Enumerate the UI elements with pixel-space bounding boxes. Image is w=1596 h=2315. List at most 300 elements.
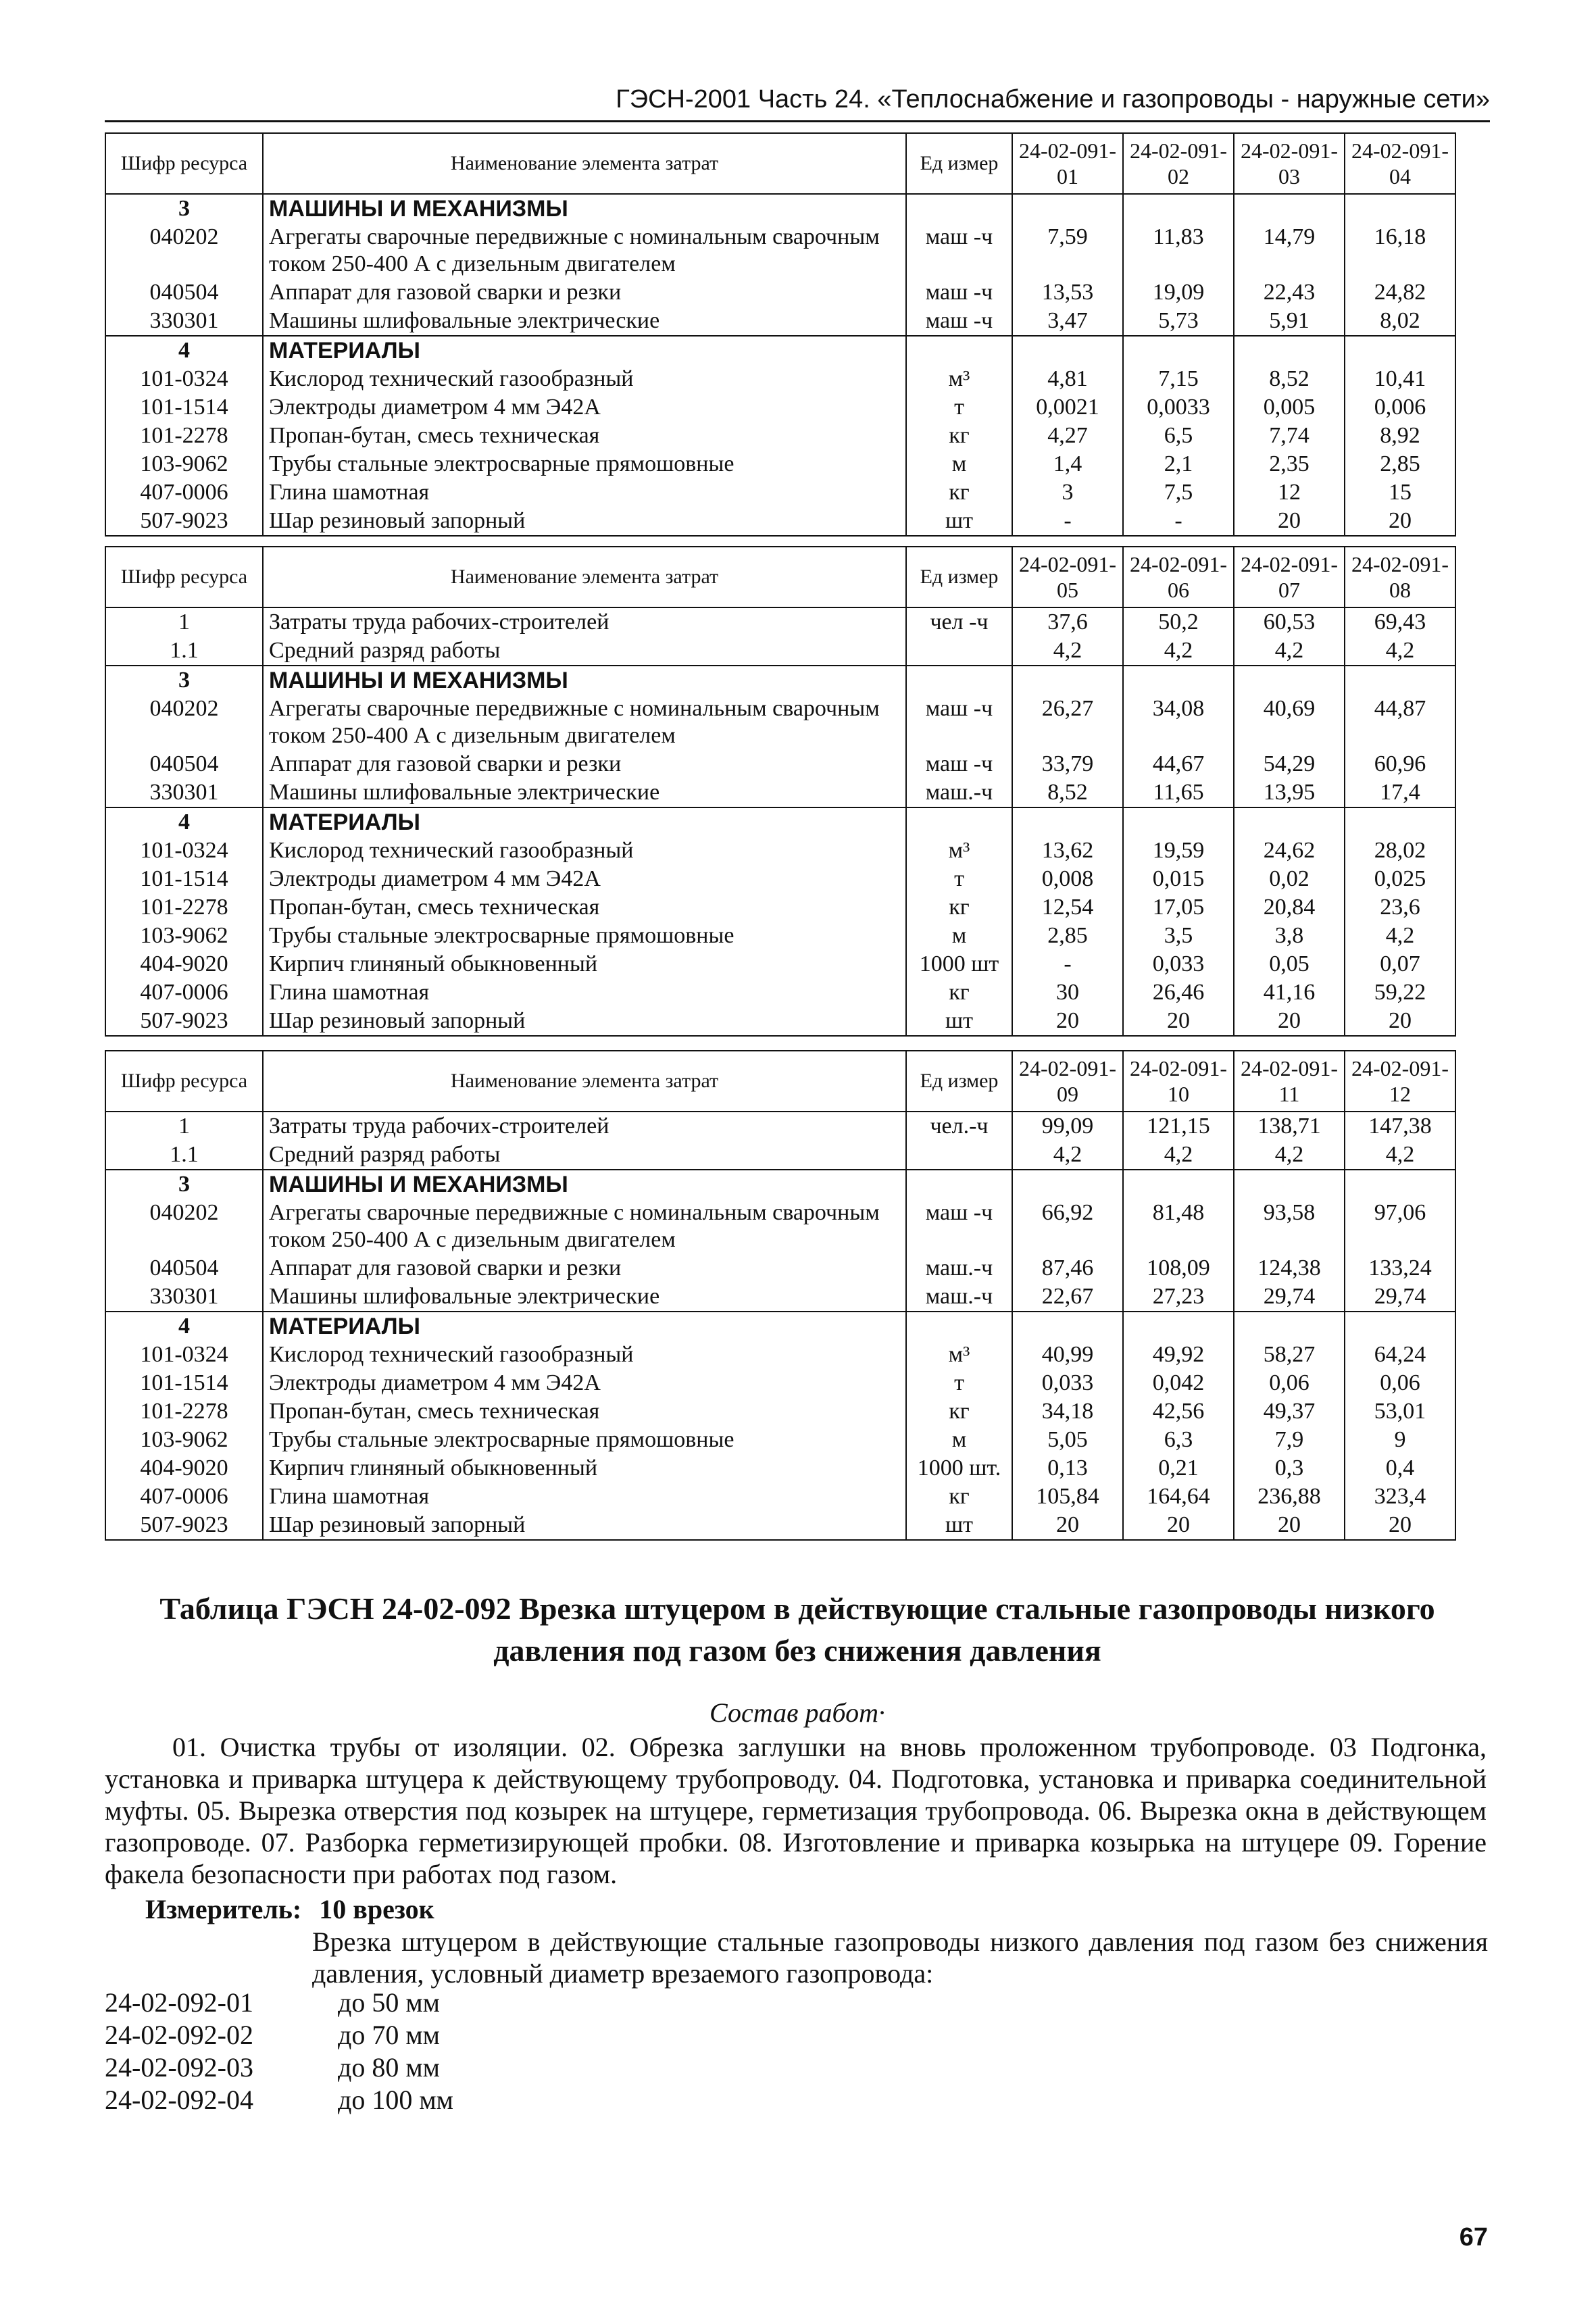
norm-value: 6,3	[1123, 1426, 1234, 1454]
norm-value: 17,4	[1345, 778, 1455, 807]
norm-value	[1123, 194, 1234, 223]
resource-unit	[906, 807, 1012, 837]
resource-unit: маш -ч	[906, 750, 1012, 778]
table-row	[105, 1454, 1455, 1483]
norm-value: 8,02	[1345, 307, 1455, 336]
resource-unit: маш -ч	[906, 223, 1012, 278]
table-row	[105, 837, 1455, 865]
resource-name: Глина шамотная	[263, 1483, 906, 1511]
resource-name: Аппарат для газовой сварки и резки	[263, 1254, 906, 1283]
norm-value: 20	[1012, 1007, 1123, 1036]
resource-code: 3	[105, 1170, 263, 1199]
norm-value: 12	[1234, 478, 1345, 507]
norm-value: 60,53	[1234, 607, 1345, 637]
resource-name: Средний разряд работы	[263, 637, 906, 666]
norm-value: 20	[1234, 507, 1345, 536]
norm-value	[1012, 666, 1123, 695]
section-title: Таблица ГЭСН 24-02-092 Врезка штуцером в действующие стальные газопроводы низкого давления под газом без снижения давления	[159, 1591, 1435, 1668]
norm-value: -	[1012, 950, 1123, 978]
norm-value: 0,042	[1123, 1369, 1234, 1397]
norm-value: 0,033	[1012, 1369, 1123, 1397]
norm-value: 26,46	[1123, 978, 1234, 1007]
norm-value: 54,29	[1234, 750, 1345, 778]
variant-code: 24-02-092-02	[105, 2020, 253, 2050]
section-row	[105, 807, 1455, 837]
resource-unit	[906, 194, 1012, 223]
column-header-norm: 24-02-091-01	[1012, 133, 1123, 194]
resource-code: 103-9062	[105, 1426, 263, 1454]
norm-value: 3,47	[1012, 307, 1123, 336]
composition-label: Состав работ·	[709, 1697, 885, 1728]
resource-code: 1.1	[105, 637, 263, 666]
norm-value: 7,9	[1234, 1426, 1345, 1454]
norm-value: 4,2	[1234, 1141, 1345, 1170]
norm-value: 53,01	[1345, 1397, 1455, 1426]
column-header-code: Шифр ресурса	[105, 1051, 263, 1112]
resource-unit	[906, 336, 1012, 365]
norm-value: 17,05	[1123, 893, 1234, 922]
norm-value: 11,83	[1123, 223, 1234, 278]
norm-value: 69,43	[1345, 607, 1455, 637]
resource-name: Пропан-бутан, смесь техническая	[263, 422, 906, 450]
resource-unit: т	[906, 865, 1012, 893]
resource-name: Машины шлифовальные электрические	[263, 307, 906, 336]
resource-unit: шт	[906, 1007, 1012, 1036]
norm-value: 323,4	[1345, 1483, 1455, 1511]
norm-value: 33,79	[1012, 750, 1123, 778]
norm-value: 4,2	[1123, 637, 1234, 666]
resource-code: 101-0324	[105, 1341, 263, 1369]
resource-unit: маш.-ч	[906, 1254, 1012, 1283]
resource-unit: кг	[906, 1483, 1012, 1511]
norm-value: 15	[1345, 478, 1455, 507]
table-row	[105, 1141, 1455, 1170]
table-row	[105, 365, 1455, 393]
resource-name: Кислород технический газообразный	[263, 1341, 906, 1369]
norm-value	[1234, 666, 1345, 695]
resource-name: Кислород технический газообразный	[263, 365, 906, 393]
resource-name: Агрегаты сварочные передвижные с номинальным сварочным током 250-400 А с дизельным двигателем	[263, 223, 906, 278]
norm-value: 13,53	[1012, 278, 1123, 307]
resource-unit	[906, 637, 1012, 666]
norm-value: 10,41	[1345, 365, 1455, 393]
norm-value	[1012, 807, 1123, 837]
norm-value	[1234, 336, 1345, 365]
norm-value: 2,85	[1345, 450, 1455, 478]
resource-unit: т	[906, 393, 1012, 422]
norm-value: 0,3	[1234, 1454, 1345, 1483]
resource-code: 3	[105, 666, 263, 695]
resource-name: Машины шлифовальные электрические	[263, 1283, 906, 1312]
table-row	[105, 393, 1455, 422]
norm-value: 0,21	[1123, 1454, 1234, 1483]
resource-table-1	[105, 132, 1456, 537]
norm-value: 236,88	[1234, 1483, 1345, 1511]
norm-value	[1345, 194, 1455, 223]
resource-name: Трубы стальные электросварные прямошовные	[263, 922, 906, 950]
norm-value: 14,79	[1234, 223, 1345, 278]
norm-value	[1234, 194, 1345, 223]
norm-value	[1345, 1170, 1455, 1199]
norm-value: 133,24	[1345, 1254, 1455, 1283]
norm-value: 44,87	[1345, 695, 1455, 750]
table-row	[105, 422, 1455, 450]
column-header-norm: 24-02-091-03	[1234, 133, 1345, 194]
resource-name: Шар резиновый запорный	[263, 1007, 906, 1036]
resource-unit: маш -ч	[906, 278, 1012, 307]
norm-value: 97,06	[1345, 1199, 1455, 1254]
table-row	[105, 778, 1455, 807]
column-header-norm: 24-02-091-08	[1345, 547, 1455, 607]
resource-unit: м³	[906, 1341, 1012, 1369]
resource-unit: кг	[906, 478, 1012, 507]
norm-value: 16,18	[1345, 223, 1455, 278]
resource-name: Машины шлифовальные электрические	[263, 778, 906, 807]
norm-value: 4,2	[1234, 637, 1345, 666]
resource-code: 103-9062	[105, 922, 263, 950]
header-row	[105, 547, 1455, 607]
table-row	[105, 1426, 1455, 1454]
resource-unit: шт	[906, 507, 1012, 536]
norm-value: 0,13	[1012, 1454, 1123, 1483]
resource-code: 330301	[105, 778, 263, 807]
norm-value: 58,27	[1234, 1341, 1345, 1369]
norm-value: 124,38	[1234, 1254, 1345, 1283]
variants-list	[105, 1987, 453, 2116]
table-body	[105, 607, 1455, 1036]
table-body	[105, 194, 1455, 536]
norm-value: 20	[1345, 1511, 1455, 1540]
norm-value: 59,22	[1345, 978, 1455, 1007]
column-header-name: Наименование элемента затрат	[263, 1051, 906, 1112]
norm-value: 5,91	[1234, 307, 1345, 336]
norm-value	[1012, 194, 1123, 223]
resource-name: Агрегаты сварочные передвижные с номинальным сварочным током 250-400 А с дизельным двигателем	[263, 1199, 906, 1254]
norm-value: 8,92	[1345, 422, 1455, 450]
table-row	[105, 637, 1455, 666]
resource-unit: маш -ч	[906, 1199, 1012, 1254]
norm-value	[1345, 807, 1455, 837]
resource-unit: м	[906, 922, 1012, 950]
norm-value: 49,37	[1234, 1397, 1345, 1426]
resource-unit: кг	[906, 1397, 1012, 1426]
norm-value	[1123, 666, 1234, 695]
norm-value: 12,54	[1012, 893, 1123, 922]
column-header-norm: 24-02-091-11	[1234, 1051, 1345, 1112]
norm-value: 5,05	[1012, 1426, 1123, 1454]
norm-value: 0,033	[1123, 950, 1234, 978]
table-header	[105, 133, 1455, 194]
table-row	[105, 507, 1455, 536]
resource-unit	[906, 1170, 1012, 1199]
resource-code: 3	[105, 194, 263, 223]
variant-text: до 100 мм	[338, 2085, 453, 2115]
norm-value	[1234, 807, 1345, 837]
column-header-code: Шифр ресурса	[105, 547, 263, 607]
norm-value: 87,46	[1012, 1254, 1123, 1283]
resource-name: Электроды диаметром 4 мм Э42А	[263, 393, 906, 422]
resource-unit: кг	[906, 893, 1012, 922]
column-header-name: Наименование элемента затрат	[263, 133, 906, 194]
table-row	[105, 1511, 1455, 1540]
resource-code: 101-2278	[105, 1397, 263, 1426]
resource-code: 407-0006	[105, 1483, 263, 1511]
norm-value: 20	[1345, 507, 1455, 536]
norm-value: 34,18	[1012, 1397, 1123, 1426]
norm-value: 20	[1012, 1511, 1123, 1540]
resource-unit: м	[906, 450, 1012, 478]
table-row	[105, 223, 1455, 278]
resource-table-2	[105, 546, 1456, 1037]
norm-value: -	[1123, 507, 1234, 536]
resource-name: Шар резиновый запорный	[263, 1511, 906, 1540]
table-row	[105, 1341, 1455, 1369]
norm-value	[1345, 1312, 1455, 1341]
table-row	[105, 478, 1455, 507]
norm-value: 22,43	[1234, 278, 1345, 307]
resource-code: 507-9023	[105, 1511, 263, 1540]
norm-value: 50,2	[1123, 607, 1234, 637]
column-header-name: Наименование элемента затрат	[263, 547, 906, 607]
norm-value: 0,008	[1012, 865, 1123, 893]
variant-row	[105, 2084, 453, 2116]
resource-name: Агрегаты сварочные передвижные с номинальным сварочным током 250-400 А с дизельным двигателем	[263, 695, 906, 750]
resource-name: Кислород технический газообразный	[263, 837, 906, 865]
resource-code: 4	[105, 1312, 263, 1341]
resource-code: 101-1514	[105, 1369, 263, 1397]
norm-value: 2,35	[1234, 450, 1345, 478]
norm-value: 19,59	[1123, 837, 1234, 865]
column-header-unit: Ед измер	[906, 133, 1012, 194]
norm-value: 4,2	[1345, 637, 1455, 666]
resource-name: Аппарат для газовой сварки и резки	[263, 750, 906, 778]
norm-value: 8,52	[1234, 365, 1345, 393]
norm-value: 3	[1012, 478, 1123, 507]
resource-name: МАШИНЫ И МЕХАНИЗМЫ	[263, 194, 906, 223]
column-header-unit: Ед измер	[906, 547, 1012, 607]
resource-code: 040504	[105, 1254, 263, 1283]
page-header: ГЭСН-2001 Часть 24. «Теплоснабжение и газопроводы - наружные сети»	[105, 82, 1490, 122]
resource-code: 101-2278	[105, 893, 263, 922]
norm-value: 93,58	[1234, 1199, 1345, 1254]
norm-value: 28,02	[1345, 837, 1455, 865]
norm-value: 9	[1345, 1426, 1455, 1454]
variant-code: 24-02-092-03	[105, 2052, 253, 2083]
norm-value	[1012, 1170, 1123, 1199]
norm-value: 27,23	[1123, 1283, 1234, 1312]
norm-value	[1123, 336, 1234, 365]
resource-name: МАШИНЫ И МЕХАНИЗМЫ	[263, 1170, 906, 1199]
norm-value	[1123, 807, 1234, 837]
resource-code: 507-9023	[105, 507, 263, 536]
norm-value: 0,006	[1345, 393, 1455, 422]
norm-value: 4,2	[1123, 1141, 1234, 1170]
norm-value	[1012, 1312, 1123, 1341]
meter-value: 10 врезок	[319, 1894, 434, 1924]
column-header-norm: 24-02-091-02	[1123, 133, 1234, 194]
column-header-code: Шифр ресурса	[105, 133, 263, 194]
norm-value: 164,64	[1123, 1483, 1234, 1511]
table-row	[105, 278, 1455, 307]
norm-value: 66,92	[1012, 1199, 1123, 1254]
resource-code: 330301	[105, 1283, 263, 1312]
resource-name: Шар резиновый запорный	[263, 507, 906, 536]
composition-text: 01. Очистка трубы от изоляции. 02. Обрезка заглушки на вновь проложенном трубопроводе. 03 Подгонка, установка и приварка штуцера к действующему трубопроводу. 04. Подготовка, установка и приварка соединительной муфты. 05. Вырезка отверстия под козырек на штуцере, герметизация трубопровода. 06. Вырезка окна в действующем газопроводе. 07. Разборка герметизирующей пробки. 08. Изготовление и приварка козырька на штуцере 09. Горение факела безопасности при работах под газом.	[105, 1732, 1487, 1889]
resource-code: 040202	[105, 695, 263, 750]
resource-code: 101-0324	[105, 837, 263, 865]
norm-value: 0,02	[1234, 865, 1345, 893]
norm-value: 7,74	[1234, 422, 1345, 450]
resource-code: 407-0006	[105, 978, 263, 1007]
table-row	[105, 1254, 1455, 1283]
table-row	[105, 1397, 1455, 1426]
column-header-norm: 24-02-091-06	[1123, 547, 1234, 607]
variant-row	[105, 2019, 453, 2051]
norm-value: 40,69	[1234, 695, 1345, 750]
table-row	[105, 1283, 1455, 1312]
norm-value: 42,56	[1123, 1397, 1234, 1426]
resource-code: 040202	[105, 223, 263, 278]
resource-name: Трубы стальные электросварные прямошовные	[263, 1426, 906, 1454]
resource-unit: шт	[906, 1511, 1012, 1540]
norm-value: 0,06	[1234, 1369, 1345, 1397]
section-row	[105, 666, 1455, 695]
table-row	[105, 950, 1455, 978]
resource-code: 1.1	[105, 1141, 263, 1170]
norm-value: 3,8	[1234, 922, 1345, 950]
resource-unit: маш -ч	[906, 307, 1012, 336]
norm-value: 41,16	[1234, 978, 1345, 1007]
norm-value: 20	[1234, 1007, 1345, 1036]
norm-value: 108,09	[1123, 1254, 1234, 1283]
resource-code: 404-9020	[105, 950, 263, 978]
table-row	[105, 1199, 1455, 1254]
resource-code: 040504	[105, 750, 263, 778]
table-row	[105, 922, 1455, 950]
norm-value: 13,95	[1234, 778, 1345, 807]
column-header-norm: 24-02-091-09	[1012, 1051, 1123, 1112]
norm-value: 19,09	[1123, 278, 1234, 307]
norm-value	[1234, 1312, 1345, 1341]
resource-code: 101-1514	[105, 865, 263, 893]
resource-code: 1	[105, 1112, 263, 1141]
resource-unit: маш -ч	[906, 695, 1012, 750]
table-row	[105, 607, 1455, 637]
column-header-norm: 24-02-091-10	[1123, 1051, 1234, 1112]
resource-unit: чел -ч	[906, 607, 1012, 637]
norm-value: 105,84	[1012, 1483, 1123, 1511]
resource-code: 101-2278	[105, 422, 263, 450]
resource-unit	[906, 1141, 1012, 1170]
norm-value: 20	[1234, 1511, 1345, 1540]
norm-value: 4,2	[1012, 1141, 1123, 1170]
norm-value: 30	[1012, 978, 1123, 1007]
norm-value: 49,92	[1123, 1341, 1234, 1369]
resource-name: Кирпич глиняный обыкновенный	[263, 950, 906, 978]
variant-row	[105, 1987, 453, 2019]
section-row	[105, 336, 1455, 365]
resource-name: Электроды диаметром 4 мм Э42А	[263, 1369, 906, 1397]
norm-value: 4,2	[1345, 1141, 1455, 1170]
resource-unit: кг	[906, 978, 1012, 1007]
column-header-norm: 24-02-091-04	[1345, 133, 1455, 194]
header-row	[105, 133, 1455, 194]
resource-name: Электроды диаметром 4 мм Э42А	[263, 865, 906, 893]
page-number: 67	[1459, 2223, 1488, 2251]
norm-value: 2,85	[1012, 922, 1123, 950]
norm-value: 60,96	[1345, 750, 1455, 778]
norm-value	[1123, 1312, 1234, 1341]
norm-value: 81,48	[1123, 1199, 1234, 1254]
norm-value: 20	[1123, 1511, 1234, 1540]
norm-value: 7,15	[1123, 365, 1234, 393]
resource-code: 101-1514	[105, 393, 263, 422]
section-row	[105, 194, 1455, 223]
column-header-unit: Ед измер	[906, 1051, 1012, 1112]
table-row	[105, 1483, 1455, 1511]
resource-name: Трубы стальные электросварные прямошовные	[263, 450, 906, 478]
resource-name: Пропан-бутан, смесь техническая	[263, 1397, 906, 1426]
norm-value: 24,82	[1345, 278, 1455, 307]
resource-name: МАТЕРИАЛЫ	[263, 336, 906, 365]
resource-unit	[906, 1312, 1012, 1341]
norm-value: 4,27	[1012, 422, 1123, 450]
norm-value: 2,1	[1123, 450, 1234, 478]
resource-name: Аппарат для газовой сварки и резки	[263, 278, 906, 307]
norm-value: 0,07	[1345, 950, 1455, 978]
resource-name: Затраты труда рабочих-строителей	[263, 607, 906, 637]
variant-text: до 80 мм	[338, 2052, 440, 2083]
table-header	[105, 1051, 1455, 1112]
resource-code: 101-0324	[105, 365, 263, 393]
norm-value: 26,27	[1012, 695, 1123, 750]
norm-value: 40,99	[1012, 1341, 1123, 1369]
table-row	[105, 450, 1455, 478]
norm-value: 8,52	[1012, 778, 1123, 807]
variant-text: до 70 мм	[338, 2020, 440, 2050]
norm-value: 7,59	[1012, 223, 1123, 278]
table-row	[105, 978, 1455, 1007]
resource-unit: 1000 шт.	[906, 1454, 1012, 1483]
norm-value: 0,4	[1345, 1454, 1455, 1483]
resource-name: МАТЕРИАЛЫ	[263, 1312, 906, 1341]
meter-line	[145, 1893, 434, 1926]
resource-code: 103-9062	[105, 450, 263, 478]
variants-description: Врезка штуцером в действующие стальные газопроводы низкого давления под газом без снижения давления, условный диаметр врезаемого газопровода:	[312, 1926, 1488, 1989]
resource-code: 4	[105, 336, 263, 365]
resource-code: 507-9023	[105, 1007, 263, 1036]
norm-value: -	[1012, 507, 1123, 536]
norm-value: 0,025	[1345, 865, 1455, 893]
norm-value: 29,74	[1234, 1283, 1345, 1312]
resource-code: 330301	[105, 307, 263, 336]
norm-value	[1234, 1170, 1345, 1199]
norm-value: 29,74	[1345, 1283, 1455, 1312]
resource-unit: 1000 шт	[906, 950, 1012, 978]
resource-name: Глина шамотная	[263, 978, 906, 1007]
resource-code: 404-9020	[105, 1454, 263, 1483]
norm-value: 3,5	[1123, 922, 1234, 950]
resource-name: Глина шамотная	[263, 478, 906, 507]
variant-text: до 50 мм	[338, 1987, 440, 2018]
resource-unit: маш.-ч	[906, 778, 1012, 807]
column-header-norm: 24-02-091-12	[1345, 1051, 1455, 1112]
resource-name: Затраты труда рабочих-строителей	[263, 1112, 906, 1141]
resource-unit: м³	[906, 365, 1012, 393]
header-row	[105, 1051, 1455, 1112]
norm-value: 0,0033	[1123, 393, 1234, 422]
table-row	[105, 695, 1455, 750]
